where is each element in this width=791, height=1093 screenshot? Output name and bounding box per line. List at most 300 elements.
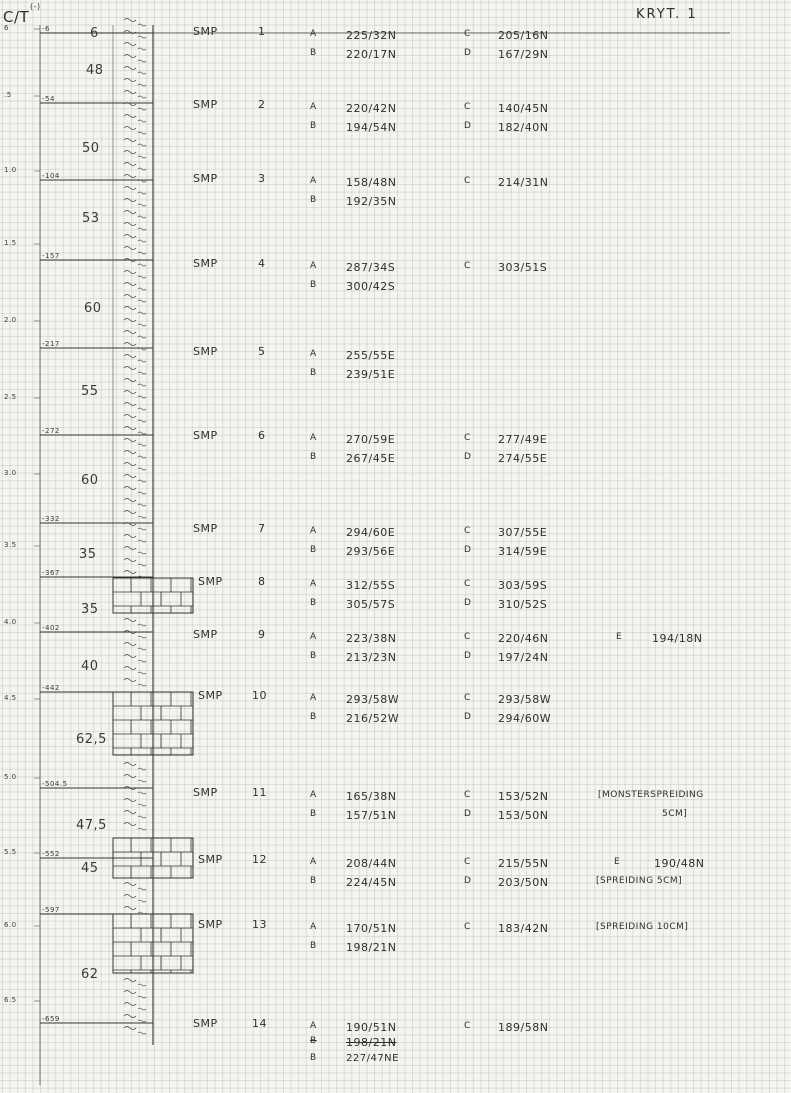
- cumulative-depth-label: -367: [42, 569, 60, 577]
- sample-number: 6: [258, 429, 266, 442]
- row-letter-d: D: [464, 121, 472, 131]
- shale-wave: [124, 367, 136, 370]
- sample-label: SMP: [198, 918, 223, 931]
- depth-tick-label: 6.5: [4, 996, 17, 1004]
- row-letter-c: C: [464, 29, 471, 39]
- depth-tick-label: 3.5: [4, 541, 17, 549]
- row-letter-c: C: [464, 790, 471, 800]
- row-letter-b: B: [310, 651, 317, 661]
- shale-wave: [124, 355, 136, 358]
- shale-wave: [138, 768, 146, 770]
- reading-d: 182/40N: [498, 121, 549, 134]
- shale-wave: [138, 636, 146, 638]
- shale-wave: [138, 216, 146, 218]
- depth-tick-label: 4.0: [4, 618, 17, 626]
- reading-c: 153/52N: [498, 790, 549, 803]
- shale-wave: [124, 175, 136, 178]
- shale-wave: [138, 264, 146, 266]
- shale-wave: [138, 828, 146, 830]
- shale-wave: [124, 619, 136, 622]
- shale-wave: [124, 295, 136, 298]
- reading-c: 220/46N: [498, 632, 549, 645]
- shale-wave: [138, 144, 146, 146]
- row-letter-b: B: [310, 876, 317, 886]
- sample-label: SMP: [198, 575, 223, 588]
- shale-wave: [124, 79, 136, 82]
- ct-value: 50: [82, 141, 100, 156]
- row-letter-a: A: [310, 349, 317, 359]
- shale-wave: [138, 132, 146, 134]
- sample-number: 14: [252, 1017, 267, 1030]
- shale-wave: [138, 240, 146, 242]
- shale-wave: [138, 480, 146, 482]
- shale-wave: [124, 763, 136, 766]
- shale-wave: [138, 684, 146, 686]
- shale-wave: [124, 643, 136, 646]
- shale-wave: [138, 444, 146, 446]
- sample-number: 10: [252, 689, 267, 702]
- sample-label: SMP: [193, 429, 218, 442]
- shale-wave: [138, 888, 146, 890]
- row-letter-c: C: [464, 922, 471, 932]
- annotation-note: [MONSTERSPREIDING: [598, 790, 704, 800]
- shale-wave: [124, 679, 136, 682]
- shale-wave: [124, 1015, 136, 1018]
- sample-label: SMP: [193, 25, 218, 38]
- shale-wave: [138, 660, 146, 662]
- sample-label: SMP: [193, 257, 218, 270]
- cumulative-depth-label: -54: [42, 95, 55, 103]
- row-letter-b: B: [310, 195, 317, 205]
- reading-c: 303/51S: [498, 261, 548, 274]
- row-letter-d: D: [464, 545, 472, 555]
- ct-value: 48: [86, 63, 104, 78]
- shale-wave: [138, 204, 146, 206]
- shale-wave: [138, 552, 146, 554]
- cumulative-depth-label: -504.5: [42, 780, 68, 788]
- reading-a: 190/51N: [346, 1021, 397, 1034]
- shale-wave: [124, 907, 136, 910]
- row-letter-d: D: [464, 651, 472, 661]
- sample-number: 4: [258, 257, 266, 270]
- row-letter-b: B: [310, 598, 317, 608]
- sample-label: SMP: [198, 689, 223, 702]
- row-letter-b: B: [310, 712, 317, 722]
- shale-wave: [124, 19, 136, 22]
- reading-d: 310/52S: [498, 598, 548, 611]
- reading-a: 225/32N: [346, 29, 397, 42]
- shale-wave: [138, 384, 146, 386]
- shale-wave: [138, 804, 146, 806]
- shale-wave: [124, 67, 136, 70]
- shale-wave: [138, 108, 146, 110]
- shale-wave: [138, 60, 146, 62]
- reading-b: 293/56E: [346, 545, 396, 558]
- shale-wave: [124, 283, 136, 286]
- shale-wave: [138, 84, 146, 86]
- cumulative-depth-label: -272: [42, 427, 60, 435]
- cumulative-depth-label: -442: [42, 684, 60, 692]
- shale-wave: [138, 780, 146, 782]
- shale-wave: [124, 91, 136, 94]
- row-letter-d: D: [464, 876, 472, 886]
- shale-wave: [138, 816, 146, 818]
- shale-wave: [124, 391, 136, 394]
- row-letter-d: D: [464, 452, 472, 462]
- row-letter-e: E: [616, 632, 623, 642]
- shale-wave: [138, 540, 146, 542]
- cumulative-depth-label: -659: [42, 1015, 60, 1023]
- shale-wave: [124, 319, 136, 322]
- row-letter-c: C: [464, 261, 471, 271]
- shale-wave: [124, 1027, 136, 1030]
- shale-wave: [124, 895, 136, 898]
- shale-wave: [124, 271, 136, 274]
- depth-tick-label: 6.0: [4, 921, 17, 929]
- shale-wave: [138, 276, 146, 278]
- shale-wave: [124, 55, 136, 58]
- reading-a: 287/34S: [346, 261, 396, 274]
- ct-value: 47,5: [76, 818, 107, 833]
- sample-label: SMP: [193, 1017, 218, 1030]
- shale-wave: [124, 343, 136, 346]
- row-letter-c: C: [464, 632, 471, 642]
- row-letter-b: B: [310, 48, 317, 58]
- shale-wave: [124, 775, 136, 778]
- cumulative-depth-label: -597: [42, 906, 60, 914]
- row-letter-a: A: [310, 526, 317, 536]
- sample-label: SMP: [193, 345, 218, 358]
- depth-tick-label: 1.0: [4, 166, 17, 174]
- shale-wave: [124, 499, 136, 502]
- row-letter-a: A: [310, 261, 317, 271]
- shale-wave: [138, 24, 146, 26]
- reading-a: 223/38N: [346, 632, 397, 645]
- cumulative-depth-label: -104: [42, 172, 60, 180]
- shale-wave: [124, 331, 136, 334]
- reading-b-struck: 198/21N: [346, 1036, 397, 1049]
- ct-value: 62,5: [76, 732, 107, 747]
- sample-number: 11: [252, 786, 267, 799]
- shale-wave: [138, 156, 146, 158]
- shale-wave: [124, 571, 136, 574]
- ct-value: 62: [81, 967, 99, 982]
- shale-wave: [138, 120, 146, 122]
- row-letter-c: C: [464, 1021, 471, 1031]
- shale-wave: [138, 36, 146, 38]
- row-letter-a: A: [310, 693, 317, 703]
- depth-tick-label: 2.5: [4, 393, 17, 401]
- depth-tick-label: 5.0: [4, 773, 17, 781]
- shale-wave: [138, 168, 146, 170]
- shale-wave: [124, 823, 136, 826]
- reading-c: 183/42N: [498, 922, 549, 935]
- sample-label: SMP: [198, 853, 223, 866]
- row-letter-b-struck: B: [310, 1036, 317, 1046]
- shale-wave: [124, 247, 136, 250]
- depth-tick-label: .5: [4, 91, 12, 99]
- reading-b: 192/35N: [346, 195, 397, 208]
- reading-a: 293/58W: [346, 693, 400, 706]
- shale-wave: [138, 996, 146, 998]
- row-letter-d: D: [464, 48, 472, 58]
- shale-wave: [138, 324, 146, 326]
- shale-wave: [138, 492, 146, 494]
- cumulative-depth-label: -6: [42, 25, 50, 33]
- shale-wave: [138, 312, 146, 314]
- row-letter-a: A: [310, 29, 317, 39]
- sample-number: 12: [252, 853, 267, 866]
- depth-tick-label: 5.5: [4, 848, 17, 856]
- row-letter-e: E: [614, 857, 621, 867]
- shale-wave: [124, 235, 136, 238]
- shale-wave: [138, 900, 146, 902]
- reading-c: 215/55N: [498, 857, 549, 870]
- shale-wave: [138, 1008, 146, 1010]
- row-letter-b: B: [310, 121, 317, 131]
- reading-a: 208/44N: [346, 857, 397, 870]
- shale-wave: [124, 487, 136, 490]
- shale-wave: [124, 223, 136, 226]
- shale-wave: [124, 535, 136, 538]
- axis-label: C/T: [3, 8, 30, 26]
- sample-number: 7: [258, 522, 266, 535]
- row-letter-b: B: [310, 452, 317, 462]
- shale-wave: [138, 288, 146, 290]
- row-letter-a: A: [310, 632, 317, 642]
- reading-d: 153/50N: [498, 809, 549, 822]
- reading-a: 270/59E: [346, 433, 396, 446]
- shale-wave: [138, 1032, 146, 1034]
- row-letter-a: A: [310, 922, 317, 932]
- shale-wave: [124, 307, 136, 310]
- shale-wave: [124, 979, 136, 982]
- reading-e: 194/18N: [652, 632, 703, 645]
- shale-wave: [124, 427, 136, 430]
- annotation-note: 5CM]: [662, 809, 688, 819]
- shale-wave: [124, 559, 136, 562]
- shale-wave: [138, 96, 146, 98]
- shale-wave: [124, 163, 136, 166]
- ct-value: 60: [81, 473, 99, 488]
- reading-c: 214/31N: [498, 176, 549, 189]
- sample-number: 13: [252, 918, 267, 931]
- reading-c: 303/59S: [498, 579, 548, 592]
- reading-d: 167/29N: [498, 48, 549, 61]
- reading-b: 213/23N: [346, 651, 397, 664]
- shale-wave: [124, 451, 136, 454]
- row-letter-b: B: [310, 545, 317, 555]
- reading-d: 203/50N: [498, 876, 549, 889]
- shale-wave: [124, 127, 136, 130]
- reading-c: 307/55E: [498, 526, 548, 539]
- shale-wave: [138, 252, 146, 254]
- page-title: KRYT. 1: [636, 7, 698, 22]
- shale-wave: [138, 792, 146, 794]
- shale-wave: [124, 199, 136, 202]
- shale-wave: [138, 624, 146, 626]
- row-letter-a: A: [310, 176, 317, 186]
- shale-wave: [124, 415, 136, 418]
- row-letter-a: A: [310, 102, 317, 112]
- ct-value: 60: [84, 301, 102, 316]
- reading-a: 158/48N: [346, 176, 397, 189]
- reading-b: 224/45N: [346, 876, 397, 889]
- shale-wave: [138, 528, 146, 530]
- shale-wave: [124, 547, 136, 550]
- shale-wave: [138, 360, 146, 362]
- shale-wave: [138, 192, 146, 194]
- shale-wave: [124, 811, 136, 814]
- annotation-note: [SPREIDING 5CM]: [596, 876, 683, 886]
- row-letter-b: B: [310, 368, 317, 378]
- cumulative-depth-label: -217: [42, 340, 60, 348]
- shale-wave: [124, 139, 136, 142]
- row-letter-a: A: [310, 857, 317, 867]
- reading-d: 197/24N: [498, 651, 549, 664]
- cumulative-depth-label: -157: [42, 252, 60, 260]
- sample-label: SMP: [193, 172, 218, 185]
- shale-wave: [124, 379, 136, 382]
- shale-wave: [138, 516, 146, 518]
- sample-number: 9: [258, 628, 266, 641]
- row-letter-b: B: [310, 941, 317, 951]
- shale-wave: [124, 43, 136, 46]
- row-letter-a: A: [310, 1021, 317, 1031]
- ct-value: 35: [79, 547, 97, 562]
- cumulative-depth-label: -402: [42, 624, 60, 632]
- row-letter-a: A: [310, 579, 317, 589]
- reading-d: 274/55E: [498, 452, 548, 465]
- shale-wave: [138, 396, 146, 398]
- ct-value: 35: [81, 602, 99, 617]
- ct-value: 45: [81, 861, 99, 876]
- shale-wave: [124, 187, 136, 190]
- reading-b: 194/54N: [346, 121, 397, 134]
- row-letter-c: C: [464, 579, 471, 589]
- reading-e: 190/48N: [654, 857, 705, 870]
- shale-wave: [124, 991, 136, 994]
- shale-wave: [138, 468, 146, 470]
- shale-wave: [138, 336, 146, 338]
- reading-d: 314/59E: [498, 545, 548, 558]
- depth-tick-label: 3.0: [4, 469, 17, 477]
- shale-wave: [124, 667, 136, 670]
- reading-a: 220/42N: [346, 102, 397, 115]
- row-letter-c: C: [464, 526, 471, 536]
- shale-wave: [124, 799, 136, 802]
- reading-c: 189/58N: [498, 1021, 549, 1034]
- reading-a: 255/55E: [346, 349, 396, 362]
- reading-b: 300/42S: [346, 280, 396, 293]
- reading-d: 294/60W: [498, 712, 552, 725]
- reading-c: 140/45N: [498, 102, 549, 115]
- sample-label: SMP: [193, 628, 218, 641]
- reading-a: 294/60E: [346, 526, 396, 539]
- shale-wave: [138, 48, 146, 50]
- cumulative-depth-label: -552: [42, 850, 60, 858]
- row-letter-b: B: [310, 280, 317, 290]
- shale-wave: [138, 72, 146, 74]
- shale-wave: [138, 648, 146, 650]
- ct-value: 40: [81, 659, 99, 674]
- row-letter-a: A: [310, 790, 317, 800]
- shale-wave: [124, 511, 136, 514]
- reading-b: 157/51N: [346, 809, 397, 822]
- shale-wave: [124, 655, 136, 658]
- shale-wave: [124, 211, 136, 214]
- depth-tick-label: 6: [4, 24, 9, 32]
- shale-wave: [124, 403, 136, 406]
- reading-b: 305/57S: [346, 598, 396, 611]
- shale-wave: [138, 564, 146, 566]
- row-letter-c: C: [464, 176, 471, 186]
- shale-wave: [138, 420, 146, 422]
- shale-wave: [138, 228, 146, 230]
- row-letter-d: D: [464, 712, 472, 722]
- shale-wave: [138, 456, 146, 458]
- shale-wave: [124, 439, 136, 442]
- sample-number: 8: [258, 575, 266, 588]
- row-letter-d: D: [464, 809, 472, 819]
- shale-wave: [138, 984, 146, 986]
- reading-a: 312/55S: [346, 579, 396, 592]
- annotation-note: [SPREIDING 10CM]: [596, 922, 689, 932]
- reading-b: 198/21N: [346, 941, 397, 954]
- reading-c: 277/49E: [498, 433, 548, 446]
- row-letter-a: A: [310, 433, 317, 443]
- reading-c: 293/58W: [498, 693, 552, 706]
- shale-wave: [138, 1020, 146, 1022]
- ct-value: 55: [81, 384, 99, 399]
- sample-number: 1: [258, 25, 266, 38]
- row-letter-b: B: [310, 809, 317, 819]
- row-letter-c: C: [464, 433, 471, 443]
- reading-b: 267/45E: [346, 452, 396, 465]
- depth-tick-label: 4.5: [4, 694, 17, 702]
- shale-wave: [124, 475, 136, 478]
- shale-wave: [138, 432, 146, 434]
- axis-label-superscript: (-): [30, 2, 41, 11]
- reading-b: 216/52W: [346, 712, 400, 725]
- reading-b: 227/47NE: [346, 1053, 399, 1064]
- cumulative-depth-label: -332: [42, 515, 60, 523]
- reading-b: 239/51E: [346, 368, 396, 381]
- reading-b: 220/17N: [346, 48, 397, 61]
- shale-wave: [124, 883, 136, 886]
- shale-wave: [138, 672, 146, 674]
- row-letter-d: D: [464, 598, 472, 608]
- sample-number: 5: [258, 345, 266, 358]
- row-letter-c: C: [464, 693, 471, 703]
- sample-label: SMP: [193, 522, 218, 535]
- reading-a: 165/38N: [346, 790, 397, 803]
- sample-label: SMP: [193, 98, 218, 111]
- shale-wave: [124, 463, 136, 466]
- shale-wave: [124, 1003, 136, 1006]
- shale-symbols: [124, 19, 146, 1035]
- row-letter-b: B: [310, 1053, 317, 1063]
- shale-wave: [124, 151, 136, 154]
- reading-a: 170/51N: [346, 922, 397, 935]
- sample-number: 2: [258, 98, 266, 111]
- shale-wave: [138, 504, 146, 506]
- depth-tick-label: 2.0: [4, 316, 17, 324]
- depth-tick-label: 1.5: [4, 239, 17, 247]
- reading-c: 205/16N: [498, 29, 549, 42]
- ct-value: 6: [90, 26, 99, 41]
- shale-wave: [124, 115, 136, 118]
